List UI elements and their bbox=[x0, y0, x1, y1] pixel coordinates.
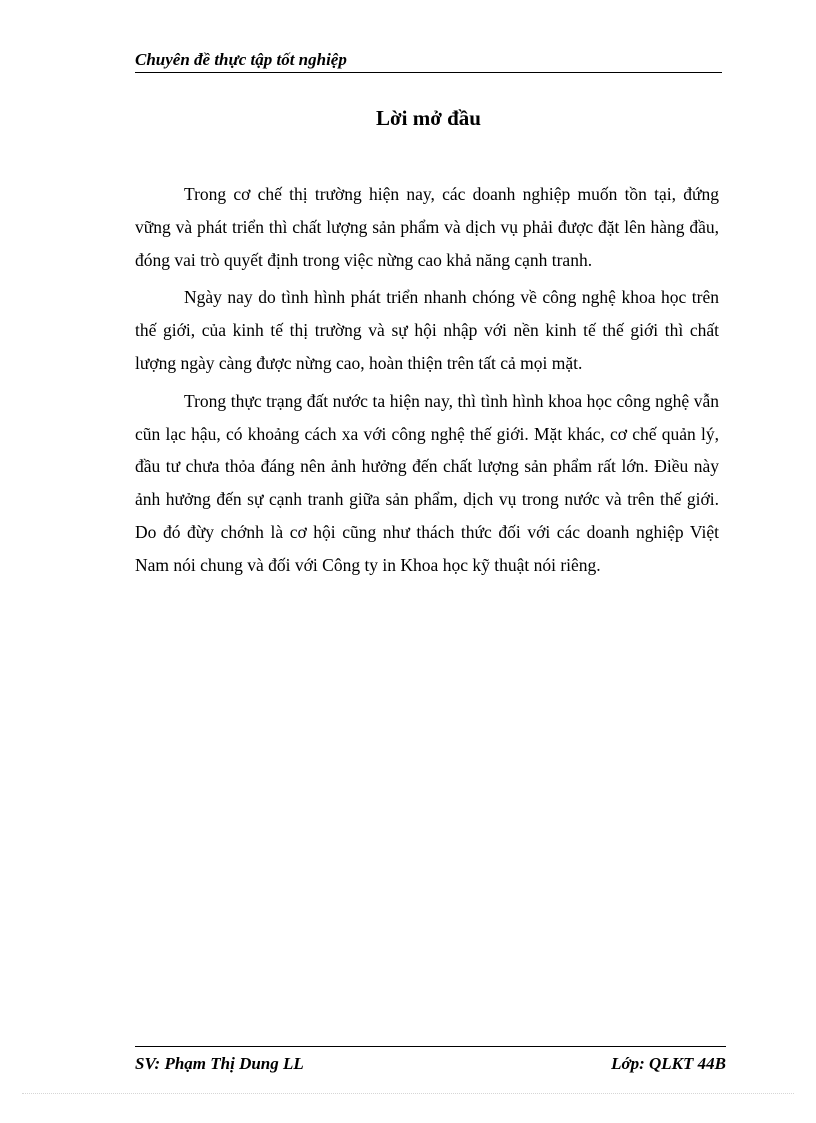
paragraph-2: Ngày nay do tình hình phát triển nhanh chóng về công nghệ khoa học trên thế giới, của kinh tế thị trường và sự hội nhập với nền kinh tế thế giới thì chất lượng ngày càng được nừng cao, hoàn thiện trên tất cả mọi mặt. bbox=[135, 287, 719, 373]
document-body bbox=[135, 178, 719, 587]
paragraph-3: Trong thực trạng đất nước ta hiện nay, thì tình hình khoa học công nghệ vẫn cũn lạc hậu, có khoảng cách xa với công nghệ thế giới. Mặt khác, cơ chế quản lý, đầu tư chưa thỏa đáng nên ảnh hưởng đến chất lượng sản phẩm rất lớn. Điều này ảnh hưởng đến sự cạnh tranh giữa sản phẩm, dịch vụ trong nước và trên thế giới. Do đó đừy chớnh là cơ hội cũng như thách thức đối với các doanh nghiệp Việt Nam nói chung và đối với Công ty in Khoa học kỹ thuật nói riêng. bbox=[135, 390, 719, 575]
page-footer bbox=[135, 1046, 726, 1077]
header-title: Chuyên đề thực tập tốt nghiệp bbox=[135, 50, 347, 69]
paragraph-1: Trong cơ chế thị trường hiện nay, các doanh nghiệp muốn tồn tại, đứng vững và phát triển thì chất lượng sản phẩm và dịch vụ phải được đặt lên hàng đầu, đóng vai trò quyết định trong việc nừng cao khả năng cạnh tranh. bbox=[135, 184, 719, 270]
footer-student-name: SV: Phạm Thị Dung LL bbox=[135, 1054, 304, 1073]
page-header bbox=[135, 48, 722, 73]
page-title: Lời mở đầu bbox=[376, 106, 481, 130]
page-edge-divider bbox=[22, 1093, 794, 1094]
footer-class: Lớp: QLKT 44B bbox=[611, 1054, 726, 1073]
